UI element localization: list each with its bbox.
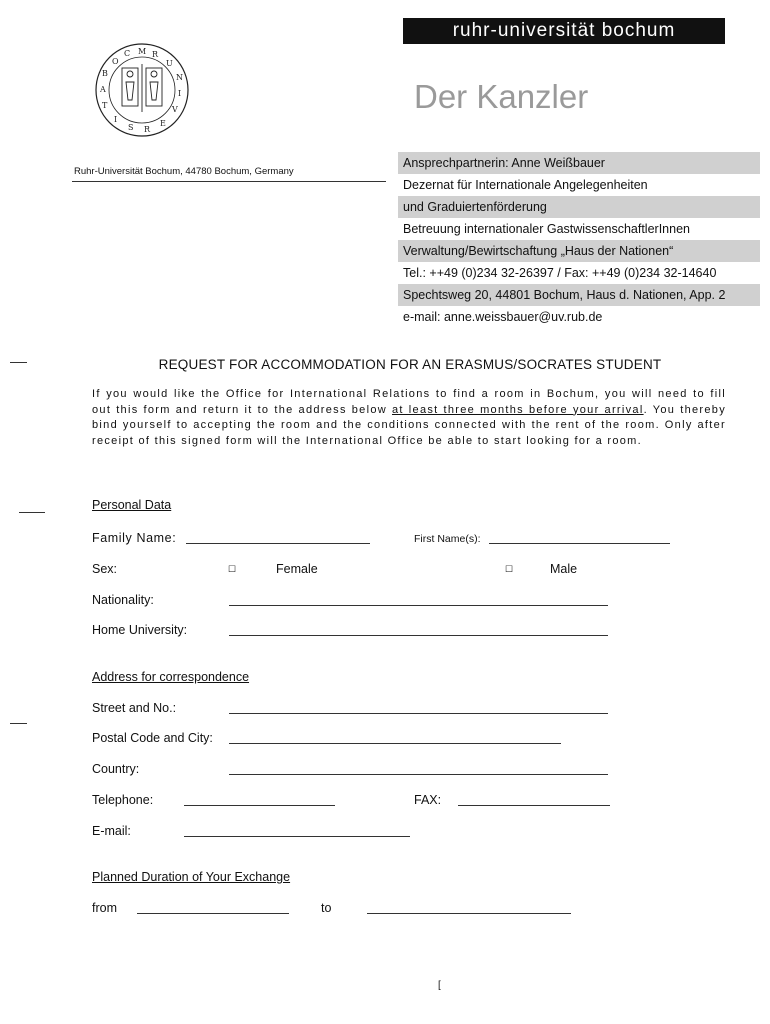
intro-text-cont: . You thereby bind yourself to accepting the room and the conditions connected with the rent of the room. Only after receipt of this signed form will the International Office be able to start looking for a room. [92,403,726,447]
nationality-label: Nationality: [92,593,154,607]
svg-text:U: U [166,59,173,68]
male-label: Male [550,562,578,576]
contact-block [398,152,760,328]
home-university-label: Home University: [92,623,188,637]
contact-phone-fax: Tel.: ++49 (0)234 32-26397 / Fax: ++49 (0)234 32-14640 [403,266,717,280]
svg-text:M: M [138,47,147,56]
svg-text:N: N [176,73,183,82]
family-name-label: Family Name: [92,531,177,545]
svg-text:T: T [102,101,108,110]
contact-email: e-mail: anne.weissbauer@uv.rub.de [403,310,603,324]
section-personal-data: Personal Data [92,498,172,512]
contact-responsibility: Betreuung internationaler GastwissenschaftlerInnen [403,222,690,236]
contact-street-address: Spechtsweg 20, 44801 Bochum, Haus d. Nationen, App. 2 [398,284,760,306]
form-title: REQUEST FOR ACCOMMODATION FOR AN ERASMUS/SOCRATES STUDENT [158,357,662,372]
first-name-label: First Name(s): [414,533,481,545]
first-name-field[interactable] [489,543,670,544]
to-label: to [321,901,332,915]
intro-text: If you would like the Office for International Relations to find a room in Bochum, you will need to fill out this form and return it to the address below [92,388,726,416]
university-brand-bar: ruhr-universität bochum [403,18,725,44]
footer-mark: [ [438,980,441,991]
email-label: E-mail: [92,824,131,838]
nationality-field[interactable] [229,605,608,606]
fax-label: FAX: [414,793,442,807]
email-field[interactable] [184,836,410,837]
sex-label: Sex: [92,562,118,576]
svg-text:C: C [124,49,131,58]
sender-divider [72,181,386,182]
svg-text:O: O [112,57,119,66]
telephone-field[interactable] [184,805,335,806]
street-label: Street and No.: [92,701,177,715]
female-checkbox[interactable]: ☐ [228,564,237,574]
contact-department: Dezernat für Internationale Angelegenheiten [403,178,648,192]
female-label: Female [276,562,318,576]
svg-text:S: S [128,123,134,132]
section-duration: Planned Duration of Your Exchange [92,870,291,884]
fold-mark [10,723,27,724]
fold-mark [19,512,45,513]
svg-text:V: V [172,105,178,114]
country-label: Country: [92,762,140,776]
country-field[interactable] [229,774,608,775]
svg-text:R: R [152,50,159,59]
university-seal-logo [92,42,192,138]
contact-administration: Verwaltung/Bewirtschaftung „Haus der Nationen“ [398,240,760,262]
svg-text:B: B [102,69,108,78]
contact-department-cont: und Graduiertenförderung [398,196,760,218]
telephone-label: Telephone: [92,793,154,807]
office-title: Der Kanzler [414,78,589,115]
intro-paragraph [92,387,726,449]
svg-text:E: E [160,119,166,128]
svg-text:R: R [144,125,151,134]
section-address: Address for correspondence [92,670,250,684]
svg-text:I: I [178,89,182,98]
from-label: from [92,901,117,915]
family-name-field[interactable] [186,543,370,544]
svg-text:I: I [114,115,118,124]
postal-city-field[interactable] [229,743,561,744]
intro-deadline: at least three months before your arrival [392,403,644,416]
male-checkbox[interactable]: ☐ [505,564,514,574]
street-field[interactable] [229,713,608,714]
to-date-field[interactable] [367,913,571,914]
fax-field[interactable] [458,805,610,806]
contact-person: Ansprechpartnerin: Anne Weißbauer [398,152,760,174]
home-university-field[interactable] [229,635,608,636]
from-date-field[interactable] [137,913,289,914]
sender-address: Ruhr-Universität Bochum, 44780 Bochum, Germany [74,166,294,177]
svg-text:A: A [100,85,106,94]
postal-city-label: Postal Code and City: [92,731,213,745]
